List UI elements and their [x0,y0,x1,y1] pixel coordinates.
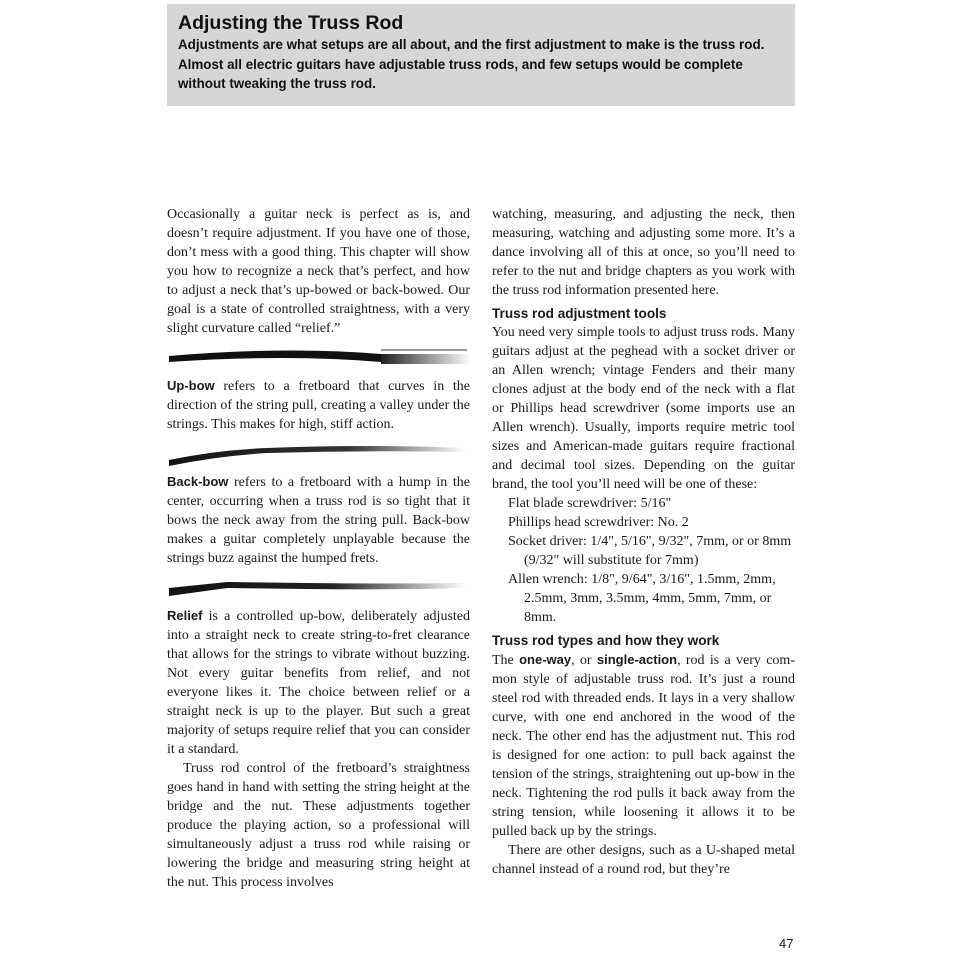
types-text: , rod is a very common style of adjustable truss rod. It’s just a round steel rod with threaded ends. It lays in a very shallow curve, with one end anchored in the wood of the neck. The other end has the adjustment nut. This rod is designed for one action: to pull back against the tension of the strings, straightening out up-bow in the neck. Tightening the rod pulls it back away from the string tension, while loosening it allows it to be pulled back up by the strings. [492,653,795,839]
intro-paragraph: Occasionally a guitar neck is perfect as is, and doesn’t require adjustment. If you have one of those, don’t mess with a good thing. This chapter will show you how to recognize a neck that’s perfect, and how to adjust a neck that’s up-bowed or back-bowed. Our goal is a state of controlled straightness, with a very slight curvature called “relief.” [167,207,470,336]
types-pre: The [492,653,520,668]
chapter-subtitle: Adjustments are what setups are all about, and the first adjustment to make is the truss rod. Almost all electric guitars have adjustable truss rods, and few setups would be complete without tweaking the truss rod. [178,37,765,91]
types-heading: Truss rod types and how they work [492,633,720,648]
oneway-term: one-way [519,652,572,667]
tool-item: Flat blade screwdriver: 5/16" [508,496,672,511]
singleaction-term: single-action [596,652,678,667]
chapter-header [167,4,795,106]
tool-item: Allen wrench: 1/8", 9/64", 3/16", 1.5mm, 2mm, 2.5mm, 3mm, 3.5mm, 4mm, 5mm, 7mm, or 8mm. [508,572,776,625]
types-or: , or [571,653,597,668]
backbow-term: Back-bow [167,474,229,489]
page-number: 47 [779,936,794,951]
tool-item: Socket driver: 1/4", 5/16", 9/32", 7mm, or or 8mm (9/32" will substitute for 7mm) [508,534,792,568]
upbow-neck-illustration [167,344,470,372]
relief-text: is a controlled up-bow, deliberately adjusted into a straight neck to create string-to-fret clearance that allows for the strings to vibrate without buzzing. Not every guitar benefits from relief, and not everyone likes it. The choice between relief or a straight neck is up to the player. But such a great majority of setups require relief that you can consider it a standard. [167,609,470,757]
relief-paragraph [167,606,470,759]
page-title: Adjusting the Truss Rod [178,12,404,34]
control-paragraph: Truss rod control of the fretboard’s straightness goes hand in hand with setting the string height at the bridge and the nut. These adjustments together produce the playing action, so a professional will simultaneously adjust a truss rod while raising or lowering the bridge and measuring string height at the nut. This process involves [167,761,470,890]
relief-neck-illustration [167,574,470,602]
relief-term: Relief [167,608,203,623]
backbow-text: refers to a fretboard with a hump in the center, occurring when a truss rod is so tight that it bows the neck away from the string pull. Back-bow makes a guitar completely unplayable because the strings buzz against the humped frets. [167,475,470,566]
tools-heading: Truss rod adjustment tools [492,306,667,321]
continued-paragraph: watching, measuring, and adjusting the neck, then measuring, watching and adjusting some more. It’s a dance involving all of this at once, so you’ll need to refer to the nut and bridge chapters as you work with the truss rod information presented here. [492,207,795,298]
tools-intro-paragraph: You need very simple tools to adjust truss rods. Many guitars adjust at the peghead with a socket driver or an Allen wrench; vintage Fenders and their many clones adjust at the body end of the neck with a flat or Phillips head screwdriver (some imports use an Allen wrench). Usually, imports require metric tool sizes and American-made guitars require fractional and decimal tool sizes. Depending on the guitar brand, the tool you’ll need will be one of these: [492,325,795,492]
types-paragraph [492,650,795,841]
upbow-text: refers to a fretboard that curves in the direction of the string pull, creating a valley under the strings. This makes for high, stiff action. [167,379,470,432]
upbow-term: Up-bow [167,378,215,393]
tool-item: Phillips head screwdriver: No. 2 [508,515,689,530]
left-column [167,205,470,892]
tools-list [492,494,795,627]
right-column [492,205,795,879]
backbow-paragraph [167,472,470,568]
backbow-neck-illustration [167,440,470,468]
upbow-paragraph [167,376,470,434]
other-designs-paragraph: There are other designs, such as a U-shaped metal channel instead of a round rod, but they’re [492,843,795,877]
